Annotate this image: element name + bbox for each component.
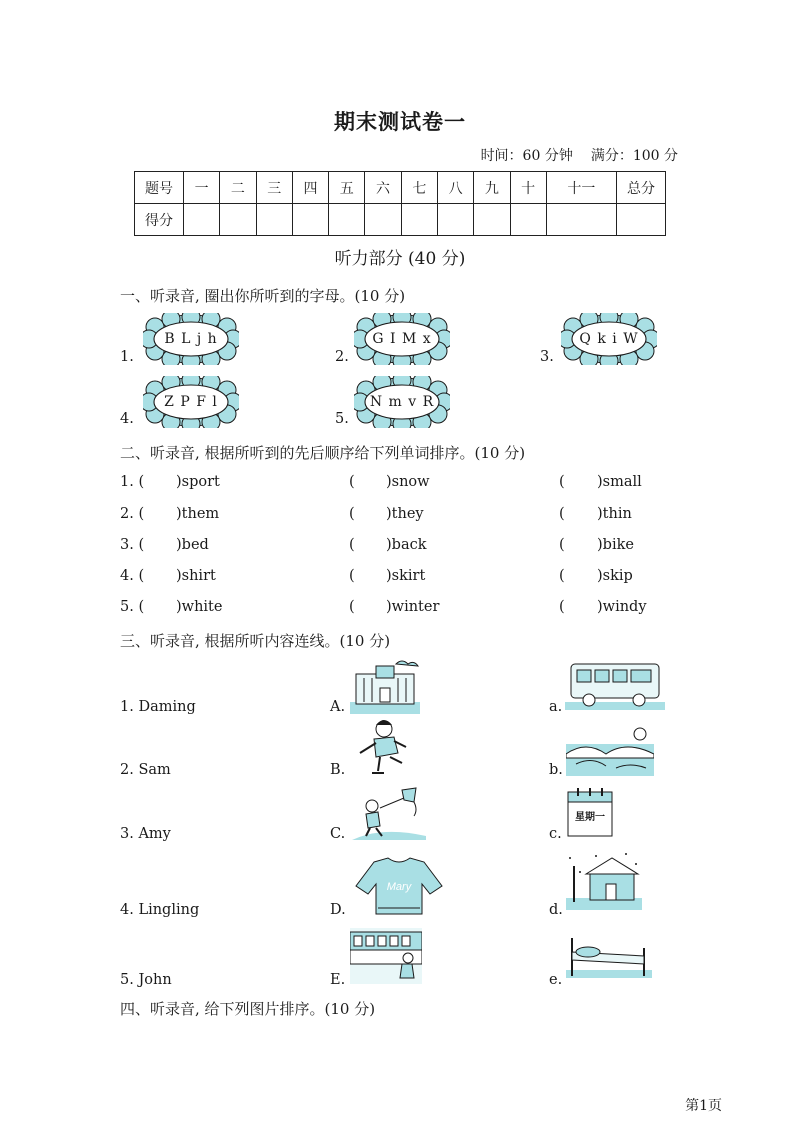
q3-prompt: 三、听录音, 根据所听内容连线。(10 分) — [120, 632, 391, 650]
snowy-landscape-icon — [566, 724, 654, 776]
q2-word: )skirt — [386, 568, 426, 584]
q1-item-number: 2. — [335, 349, 349, 365]
q3-right-label: e. — [549, 972, 563, 988]
q2-word: )skip — [597, 568, 633, 584]
q2-paren: ( — [349, 474, 355, 490]
q2-paren: ( — [559, 537, 565, 553]
score-cell — [329, 204, 365, 236]
q2-word: )snow — [386, 474, 430, 490]
score-cell — [220, 204, 256, 236]
q2-word: )bed — [176, 537, 209, 553]
listening-section-header: 听力部分 (40 分) — [334, 249, 466, 269]
q2-paren: ( — [559, 599, 565, 615]
letter-flower — [143, 313, 239, 365]
flower-letters: G I M x — [372, 331, 432, 347]
q2-word: )they — [386, 506, 424, 522]
q2-paren: ( — [559, 474, 565, 490]
q3-middle-label: B. — [330, 762, 346, 778]
score-cell — [437, 204, 473, 236]
q3-person-name: 3. Amy — [120, 826, 171, 842]
score-cell — [292, 204, 328, 236]
score-header-cell: 八 — [437, 172, 473, 204]
q3-middle-label: A. — [330, 699, 346, 715]
q2-prompt: 二、听录音, 根据所听到的先后顺序给下列单词排序。(10 分) — [120, 444, 526, 462]
kite-flying-boy-icon — [352, 786, 426, 840]
q2-paren: ( — [349, 599, 355, 615]
q3-middle-label: E. — [330, 972, 346, 988]
score-cell — [510, 204, 546, 236]
q1-item-number: 1. — [120, 349, 134, 365]
flower-letters: Z P F l — [164, 394, 218, 410]
flower-letters: B L j h — [164, 331, 218, 347]
letter-flower — [143, 376, 239, 428]
letter-flower — [354, 376, 450, 428]
sweater-icon — [354, 856, 444, 918]
score-cell — [546, 204, 616, 236]
score-row-label: 得分 — [135, 204, 184, 236]
page-number: 第1页 — [685, 1098, 722, 1114]
q1-item-number: 5. — [335, 411, 349, 427]
score-header-cell: 二 — [220, 172, 256, 204]
q2-row-number: 5. ( — [120, 599, 145, 615]
q2-word: )bike — [597, 537, 634, 553]
q2-word: )white — [176, 599, 223, 615]
q3-person-name: 4. Lingling — [120, 902, 200, 918]
q4-prompt: 四、听录音, 给下列图片排序。(10 分) — [120, 1000, 376, 1018]
score-table — [134, 171, 666, 236]
exam-meta — [481, 145, 678, 165]
q2-word: )shirt — [176, 568, 216, 584]
full-score: 满分：100 分 — [590, 148, 678, 164]
q2-word: )windy — [597, 599, 647, 615]
q3-person-name: 1. Daming — [120, 699, 196, 715]
q1-item-number: 4. — [120, 411, 134, 427]
shop-street-icon — [350, 928, 422, 984]
score-table-header-row — [135, 172, 666, 204]
q3-person-name: 2. Sam — [120, 762, 171, 778]
q2-row-number: 1. ( — [120, 474, 145, 490]
q3-middle-label: C. — [330, 826, 346, 842]
q2-word: )sport — [176, 474, 220, 490]
q2-paren: ( — [559, 568, 565, 584]
score-header-cell: 总分 — [617, 172, 666, 204]
q2-word: )back — [386, 537, 427, 553]
score-header-cell: 题号 — [135, 172, 184, 204]
bed-icon — [566, 930, 652, 978]
q2-row-number: 3. ( — [120, 537, 145, 553]
calendar-text: 星期一 — [575, 812, 605, 823]
q3-right-label: b. — [549, 762, 563, 778]
q2-row-number: 4. ( — [120, 568, 145, 584]
score-cell — [184, 204, 220, 236]
sweater-text: Mary — [386, 881, 412, 893]
flower-letters: Q k i W — [579, 331, 639, 347]
q3-right-label: c. — [549, 826, 562, 842]
score-header-cell: 五 — [329, 172, 365, 204]
score-table-score-row — [135, 204, 666, 236]
q2-paren: ( — [349, 506, 355, 522]
score-cell — [401, 204, 437, 236]
score-header-cell: 九 — [474, 172, 510, 204]
score-cell — [474, 204, 510, 236]
letter-flower — [561, 313, 657, 365]
q2-paren: ( — [559, 506, 565, 522]
q2-word: )small — [597, 474, 642, 490]
score-header-cell: 十一 — [546, 172, 616, 204]
score-header-cell: 一 — [184, 172, 220, 204]
q2-word: )winter — [386, 599, 440, 615]
page-title: 期末测试卷一 — [334, 109, 466, 134]
score-header-cell: 四 — [292, 172, 328, 204]
score-header-cell: 六 — [365, 172, 401, 204]
letter-flower — [354, 313, 450, 365]
score-cell — [256, 204, 292, 236]
q2-paren: ( — [349, 537, 355, 553]
score-cell — [365, 204, 401, 236]
q1-item-number: 3. — [540, 349, 554, 365]
q1-prompt: 一、听录音, 圈出你所听到的字母。(10 分) — [120, 287, 406, 305]
q2-row-number: 2. ( — [120, 506, 145, 522]
bus-icon — [565, 658, 665, 710]
q3-middle-label: D. — [330, 902, 346, 918]
school-building-icon — [350, 658, 420, 714]
q2-paren: ( — [349, 568, 355, 584]
q3-right-label: d. — [549, 902, 563, 918]
score-header-cell: 三 — [256, 172, 292, 204]
q2-word: )them — [176, 506, 220, 522]
calendar-icon — [566, 786, 616, 838]
snowy-house-icon — [566, 852, 642, 910]
score-cell — [617, 204, 666, 236]
score-header-cell: 七 — [401, 172, 437, 204]
score-header-cell: 十 — [510, 172, 546, 204]
skating-girl-icon — [354, 717, 410, 775]
time-limit: 时间：60 分钟 — [480, 148, 573, 164]
q3-person-name: 5. John — [120, 972, 172, 988]
flower-letters: N m v R — [369, 394, 435, 410]
q2-word: )thin — [597, 506, 632, 522]
q3-right-label: a. — [549, 699, 563, 715]
